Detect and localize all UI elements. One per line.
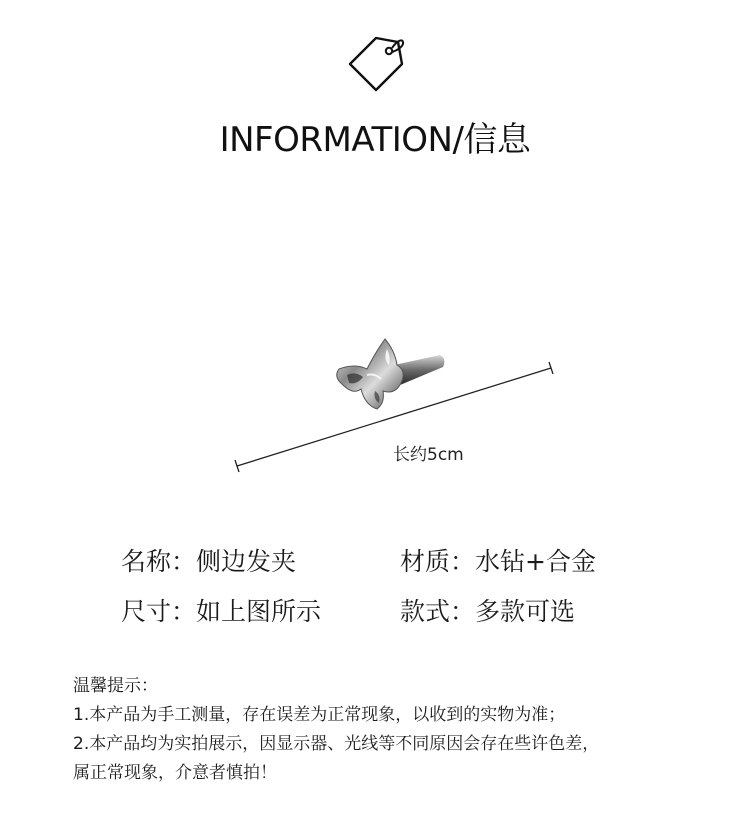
- spec-style: [400, 592, 575, 628]
- spec-name-label: 名称：: [121, 547, 197, 576]
- spec-style-value: 多款可选: [475, 597, 576, 626]
- price-tag-icon: [346, 34, 406, 92]
- spec-material-value: 水钻+合金: [475, 547, 596, 576]
- spec-material: [400, 542, 596, 578]
- spec-size: [121, 592, 321, 628]
- notes-line-3: 属正常现象，介意者慎拍！: [73, 763, 277, 783]
- notes-line-2: 2.本产品均为实拍展示，因显示器、光线等不同原因会存在些许色差，: [73, 734, 600, 754]
- length-label: 长约5cm: [393, 445, 464, 465]
- notes-line-1: 1.本产品为手工测量，存在误差为正常现象，以收到的实物为准；: [73, 705, 566, 725]
- spec-name-value: 侧边发夹: [196, 547, 297, 576]
- spec-material-label: 材质：: [400, 547, 476, 576]
- spec-style-label: 款式：: [400, 597, 476, 626]
- spec-name: [121, 542, 296, 578]
- page-title: INFORMATION/信息: [219, 120, 531, 160]
- spec-size-label: 尺寸：: [121, 597, 197, 626]
- notes-heading: 温馨提示：: [73, 676, 158, 696]
- notes-block: [73, 672, 733, 788]
- spec-size-value: 如上图所示: [196, 597, 322, 626]
